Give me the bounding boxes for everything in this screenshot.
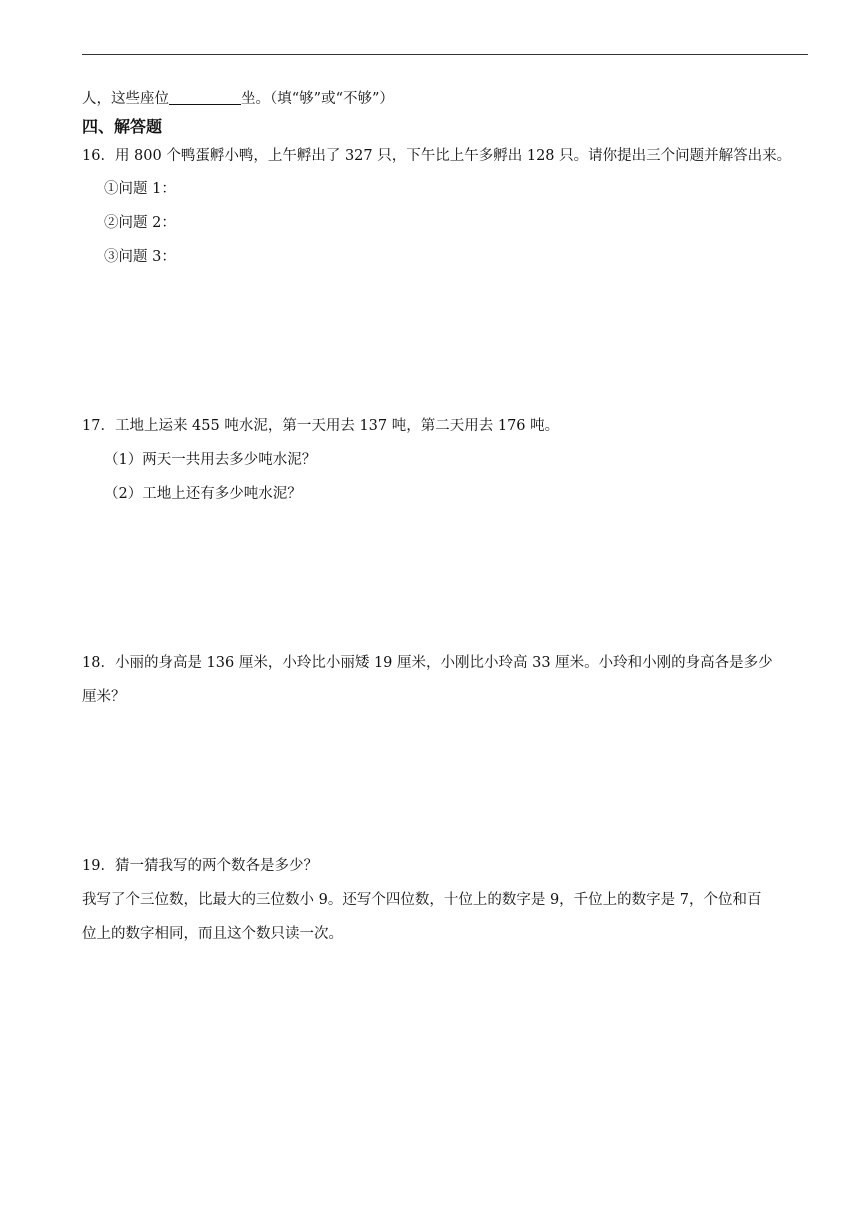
question-19-line-2: 我写了个三位数，比最大的三位数小 9。还写个四位数，十位上的数字是 9，千位上的数字是 7，个位和百 [82, 892, 762, 908]
q17-item-2: （2）工地上还有多少吨水泥？ [104, 486, 302, 502]
q16-item-1: ①问题 1： [104, 181, 176, 197]
section-title: 四、解答题 [82, 117, 163, 136]
q16-item-3: ③问题 3： [104, 249, 176, 265]
q15-text-after: 坐。（填“够”或“不够”） [241, 91, 394, 107]
q15-continuation [82, 89, 394, 109]
q17-item-1: （1）两天一共用去多少吨水泥？ [104, 452, 317, 468]
question-17: 17．工地上运来 455 吨水泥，第一天用去 137 吨，第二天用去 176 吨。 [82, 418, 560, 434]
answer-blank[interactable] [169, 90, 241, 105]
question-16: 16．用 800 个鸭蛋孵小鸭，上午孵出了 327 只，下午比上午多孵出 128 只。请你提出三个问题并解答出来。 [82, 148, 792, 164]
question-18-line-1: 18．小丽的身高是 136 厘米，小玲比小丽矮 19 厘米，小刚比小玲高 33 厘米。小玲和小刚的身高各是多少 [82, 655, 773, 671]
question-19-line-3: 位上的数字相同，而且这个数只读一次。 [82, 926, 343, 942]
q16-item-2: ②问题 2： [104, 215, 176, 231]
question-18-line-2: 厘米？ [82, 689, 126, 705]
q15-text-before: 人，这些座位 [82, 91, 169, 107]
question-19-line-1: 19．猜一猜我写的两个数各是多少？ [82, 858, 318, 874]
header-rule [82, 54, 808, 55]
